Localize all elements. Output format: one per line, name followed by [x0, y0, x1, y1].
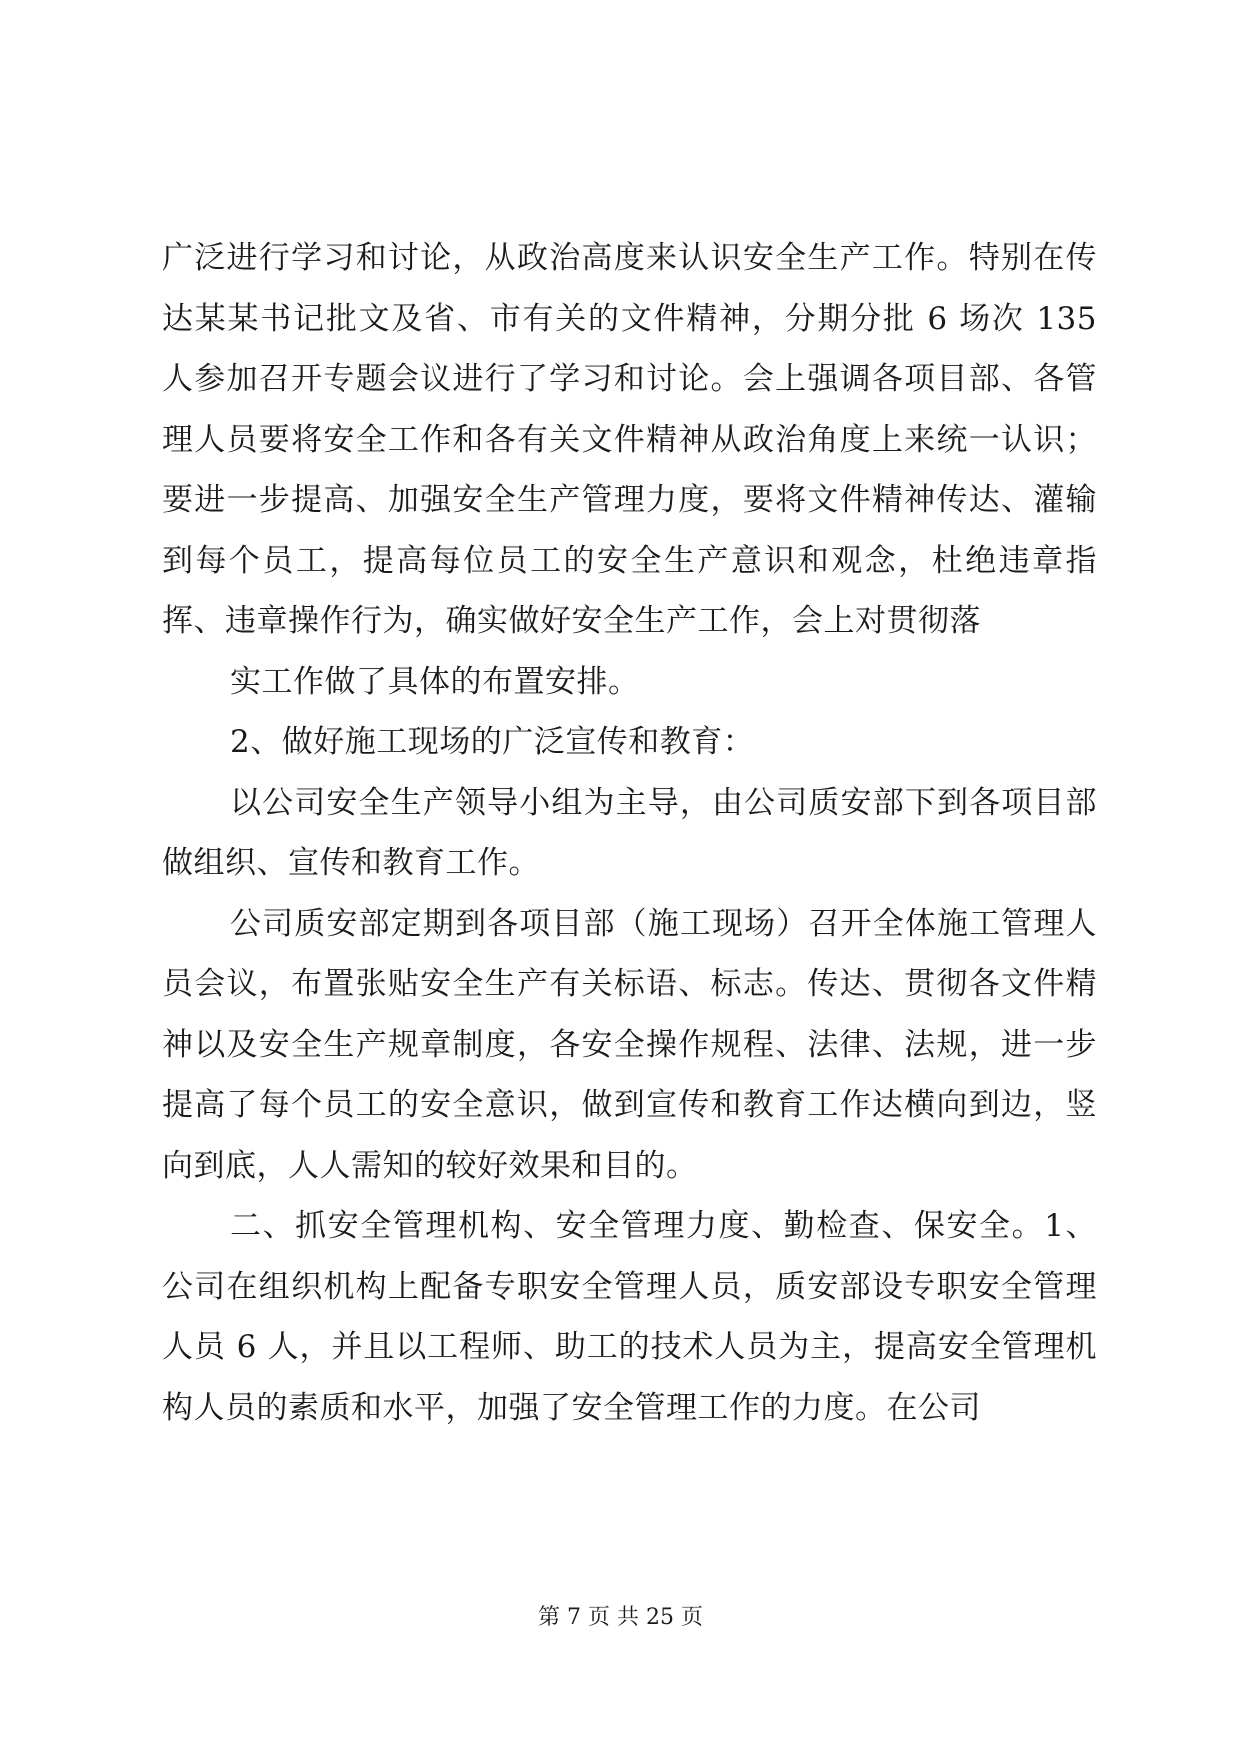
- page-number-footer: 第 7 页 共 25 页: [538, 1605, 703, 1630]
- paragraph-3-heading: 2、做好施工现场的广泛宣传和教育：: [230, 724, 755, 760]
- paragraph-6: 二、抓安全管理机构、安全管理力度、勤检查、保安全。1、公司在组织机构上配备专职安全管理人员，质安部设专职安全管理人员 6 人，并且以工程师、助工的技术人员为主，提高安全管理机构人员的素质和水平，加强了安全管理工作的力度。在公司: [162, 1208, 1097, 1426]
- paragraph-2: 实工作做了具体的布置安排。: [230, 663, 640, 700]
- paragraph-5: 公司质安部定期到各项目部（施工现场）召开全体施工管理人员会议，布置张贴安全生产有关标语、标志。传达、贯彻各文件精神以及安全生产规章制度，各安全操作规程、法律、法规，进一步提高了每个员工的安全意识，做到宣传和教育工作达横向到边，竖向到底，人人需知的较好效果和目的。: [162, 905, 1097, 1184]
- document-body: [162, 228, 1097, 1438]
- paragraph-4: 以公司安全生产领导小组为主导，由公司质安部下到各项目部做组织、宣传和教育工作。: [162, 784, 1097, 881]
- paragraph-1: 广泛进行学习和讨论，从政治高度来认识安全生产工作。特别在传达某某书记批文及省、市有关的文件精神，分期分批 6 场次 135 人参加召开专题会议进行了学习和讨论。会上强调各项目部、各管理人员要将安全工作和各有关文件精神从政治角度上来统一认识；要进一步提高、加强安全生产管理力度，要将文件精神传达、灌输到每个员工，提高每位员工的安全生产意识和观念，杜绝违章指挥、违章操作行为，确实做好安全生产工作，会上对贯彻落: [162, 240, 1097, 639]
